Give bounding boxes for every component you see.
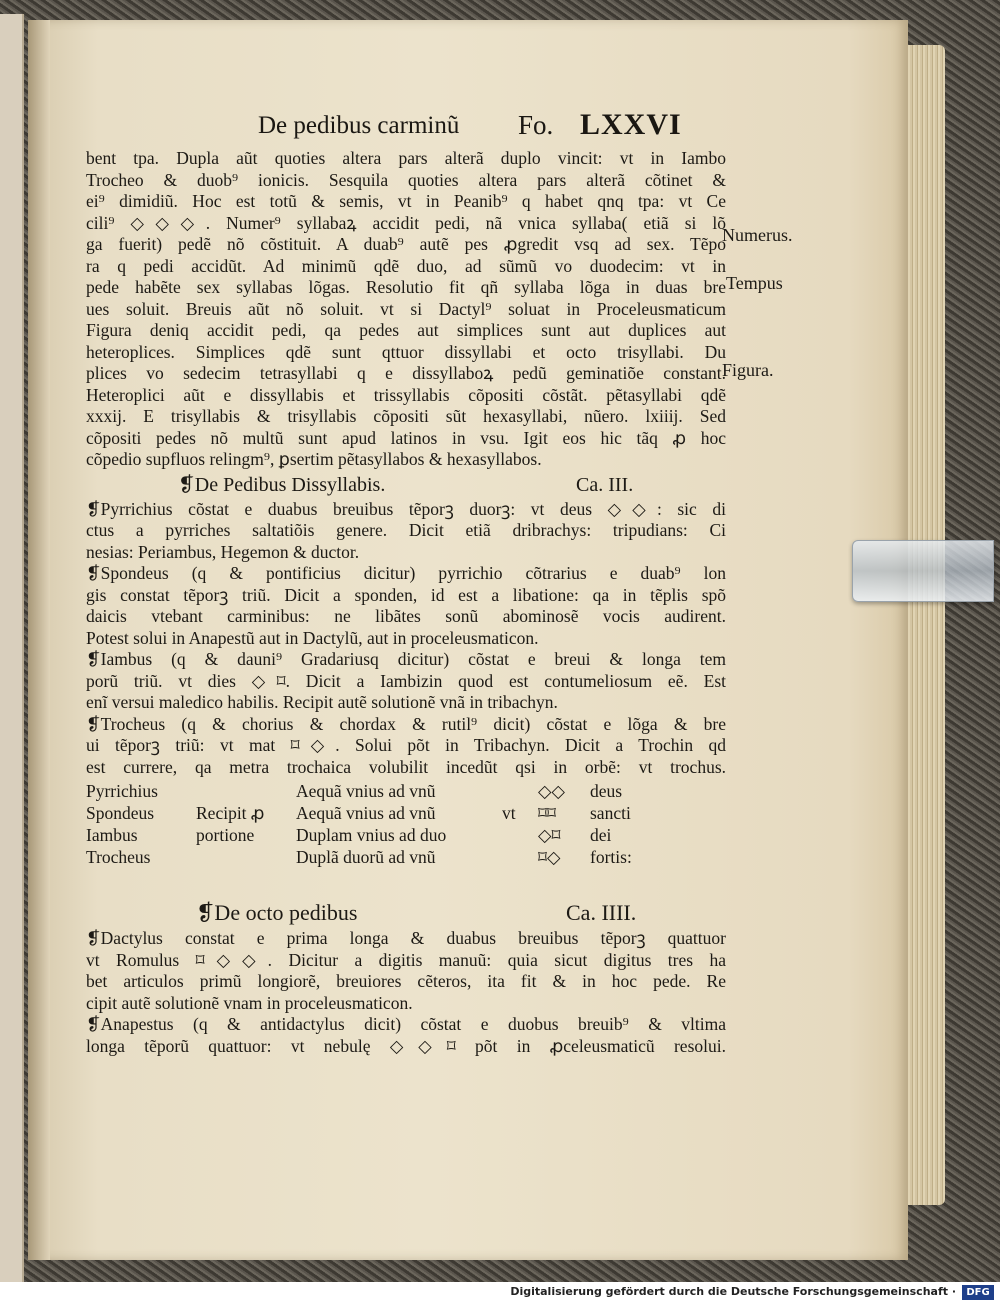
text-line: daicis vtebant carminibus: ne libãtes sonũ abominosẽ vocis audirent.	[86, 606, 726, 626]
foot-marks: ⌑⌑	[538, 803, 556, 823]
running-header	[0, 108, 1000, 146]
text-line: cõpositi pedes nõ multũ sunt apud latinos in vsu. Igit eos hic tãq ꝓ hoc	[86, 427, 726, 448]
text-line: ga fuerit) pedẽ nõ cõstituit. A duab⁹ autẽ pes ꝓgredit vsq ad sex. Tẽpo	[86, 234, 726, 254]
text-line: enĩ versui maledico habilis. Recipit autẽ solutionẽ vnã in tribachyn.	[86, 692, 558, 712]
dfg-logo: DFG	[962, 1285, 994, 1300]
text-line: ei⁹ dimidiũ. Hoc est totũ & semis, vt in Peanib⁹ q habet qnq tpa: vt Ce	[86, 191, 726, 211]
paragraph-1	[86, 148, 726, 471]
text-line: heteroplices. Simplices qdẽ sunt qttuor dissyllabi et octo trisyllabi. Du	[86, 341, 726, 362]
text-line: plices vo sedecim tetrasyllabi q e dissyllaboꝝ pedũ geminatiõe constant.	[86, 363, 726, 383]
foot-marks: ◇◇	[538, 781, 565, 801]
foot-example: fortis:	[590, 847, 632, 867]
text-line: gis constat tẽporꝫ triũ. Dicit a sponden, id est a libatione: qa in tẽplis spõ	[86, 584, 726, 605]
text-line: ues soluit. Breuis aũt nõ soluit. vt si Dactyl⁹ soluat in Proceleusmaticum	[86, 298, 726, 319]
margin-note-tempus: Tempus	[726, 273, 783, 293]
footer-bar	[0, 1282, 1000, 1304]
foot-name: Spondeus	[86, 803, 155, 823]
foot-ratio: Duplã duorũ ad vnũ	[296, 847, 436, 867]
foot-ratio: Aequã vnius ad vnũ	[296, 781, 436, 801]
feet-table	[86, 780, 726, 868]
foot-name: Iambus	[86, 825, 138, 845]
foot-name: Trocheus	[86, 847, 151, 867]
foot-recipit: Recipit ꝓ	[196, 803, 265, 823]
text-line: ra q pedi accidũt. Ad minimũ qdẽ duo, ad sũmũ vo duodecim: vt in	[86, 255, 726, 276]
paragraph-3	[86, 928, 726, 1057]
text-line: bet articulos primũ longiorẽ, breuiores cẽteros, ita fit & in hoc pede. Re	[86, 971, 726, 991]
page-stack-edge	[905, 45, 945, 1205]
margin-note-figura: Figura.	[722, 360, 774, 380]
text-line: est currere, qa metra trochaica volubilit incedũt qsi in orbẽ: vt trochus.	[86, 756, 726, 777]
text-line: pede habẽte sex syllabas lõgas. Resolutio fit qñ syllaba lõga in duas bre	[86, 277, 726, 297]
text-line: ui tẽporꝫ triũ: vt mat ⌑◇. Solui põt in Tribachyn. Dicit a Trochin qd	[86, 735, 726, 755]
text-line: porũ triũ. vt dies ◇⌑. Dicit a Iambizin quod est contumeliosum eẽ. Est	[86, 670, 726, 691]
section-title: ❡De Pedibus Dissyllabis.	[178, 473, 386, 496]
feet-row	[86, 802, 726, 824]
text-line: bent tpa. Dupla aũt quoties altera pars alterã duplo vincit: vt in Iambo	[86, 148, 726, 168]
text-line: ctus a pyrriches saltatiõis genere. Dicit etiã dribrachys: tripudians: Ci	[86, 520, 726, 540]
foot-example: deus	[590, 781, 623, 801]
text-line: Trocheo & duob⁹ ionicis. Sesquila quoties altera pars alterã cõtinet &	[86, 169, 726, 190]
foot-vt: vt	[502, 803, 516, 823]
text-line: ❡Iambus (q & dauni⁹ Gradariusq dicitur) cõstat e breui & longa tem	[86, 649, 726, 669]
text-line: ❡Pyrrichius cõstat e duabus breuibus tẽporꝫ duorꝫ: vt deus ◇◇: sic di	[86, 498, 726, 519]
text-line: Potest solui in Anapestũ aut in Dactylũ, aut in proceleusmaticon.	[86, 627, 539, 648]
text-line: xxxij. E trisyllabis & trisyllabis cõpositi sũt hexasyllabi, nũero. lxiiij. Sed	[86, 406, 726, 426]
feet-row	[86, 824, 726, 846]
margin-note-numerus: Numerus.	[722, 225, 793, 245]
foot-ratio: Duplam vnius ad duo	[296, 825, 447, 845]
foot-name: Pyrrichius	[86, 781, 158, 801]
text-line: cili⁹ ◇◇◇. Numer⁹ syllabaꝝ accidit pedi, nã vnica syllaba( etiã si lõ	[86, 212, 726, 233]
foot-marks: ⌑◇	[538, 847, 561, 867]
text-line: Figura deniq accidit pedi, qa pedes aut simplices sunt aut duplices aut	[86, 320, 726, 340]
text-line: ❡Anapestus (q & antidactylus dicit) cõstat e duobus breuib⁹ & vltima	[86, 1014, 726, 1034]
text-line: longa tẽporũ quattuor: vt nebulę ◇◇⌑ põt in ꝓceleusmaticũ resolui.	[86, 1035, 726, 1056]
text-line: nesias: Periambus, Hegemon & ductor.	[86, 541, 360, 562]
left-page-edge	[0, 14, 24, 1282]
foot-ratio: Aequã vnius ad vnũ	[296, 803, 436, 823]
text-line: cõpedio supfluos relingm⁹, ꝑsertim pẽtasyllabos & hexasyllabos.	[86, 449, 542, 469]
text-line: cipit autẽ solutionẽ vnam in proceleusmaticon.	[86, 992, 413, 1013]
feet-row	[86, 846, 726, 868]
feet-row	[86, 780, 726, 802]
foot-marks: ◇⌑	[538, 825, 561, 845]
foot-example: dei	[590, 825, 612, 845]
section-title: ❡De octo pedibus	[196, 900, 358, 925]
page-clip	[852, 540, 994, 602]
chapter-number: Ca. IIII.	[566, 900, 637, 925]
text-line: ❡Spondeus (q & pontificius dicitur) pyrrichio cõtrarius e duab⁹ lon	[86, 563, 726, 583]
header-folio: Fo.	[518, 110, 554, 140]
paragraph-2	[86, 499, 726, 779]
header-title: De pedibus carminũ	[258, 112, 460, 139]
section-heading-octo-pedibus	[0, 898, 726, 928]
text-line: ❡Trocheus (q & chorius & chordax & rutil⁹ dicit) cõstat e lõga & bre	[86, 713, 726, 734]
footer-credit: Digitalisierung gefördert durch die Deutsche Forschungsgemeinschaft ·	[510, 1285, 956, 1298]
foot-example: sancti	[590, 803, 631, 823]
page-gutter	[28, 20, 50, 1260]
chapter-number: Ca. III.	[576, 473, 634, 496]
text-line: ❡Dactylus constat e prima longa & duabus breuibus tẽporꝫ quattuor	[86, 928, 726, 948]
section-heading-dissyllabis	[0, 471, 726, 499]
text-block	[86, 148, 726, 1057]
text-line: vt Romulus ⌑◇◇. Dicitur a digitis manuũ: quia sicut digitus tres ha	[86, 949, 726, 970]
header-folio-number: LXXVI	[580, 108, 682, 141]
text-line: Heteroplici aũt e dissyllabis et trissyllabis cõpositi cõstãt. pẽtasyllabi qdẽ	[86, 384, 726, 405]
foot-recipit: portione	[196, 825, 255, 845]
